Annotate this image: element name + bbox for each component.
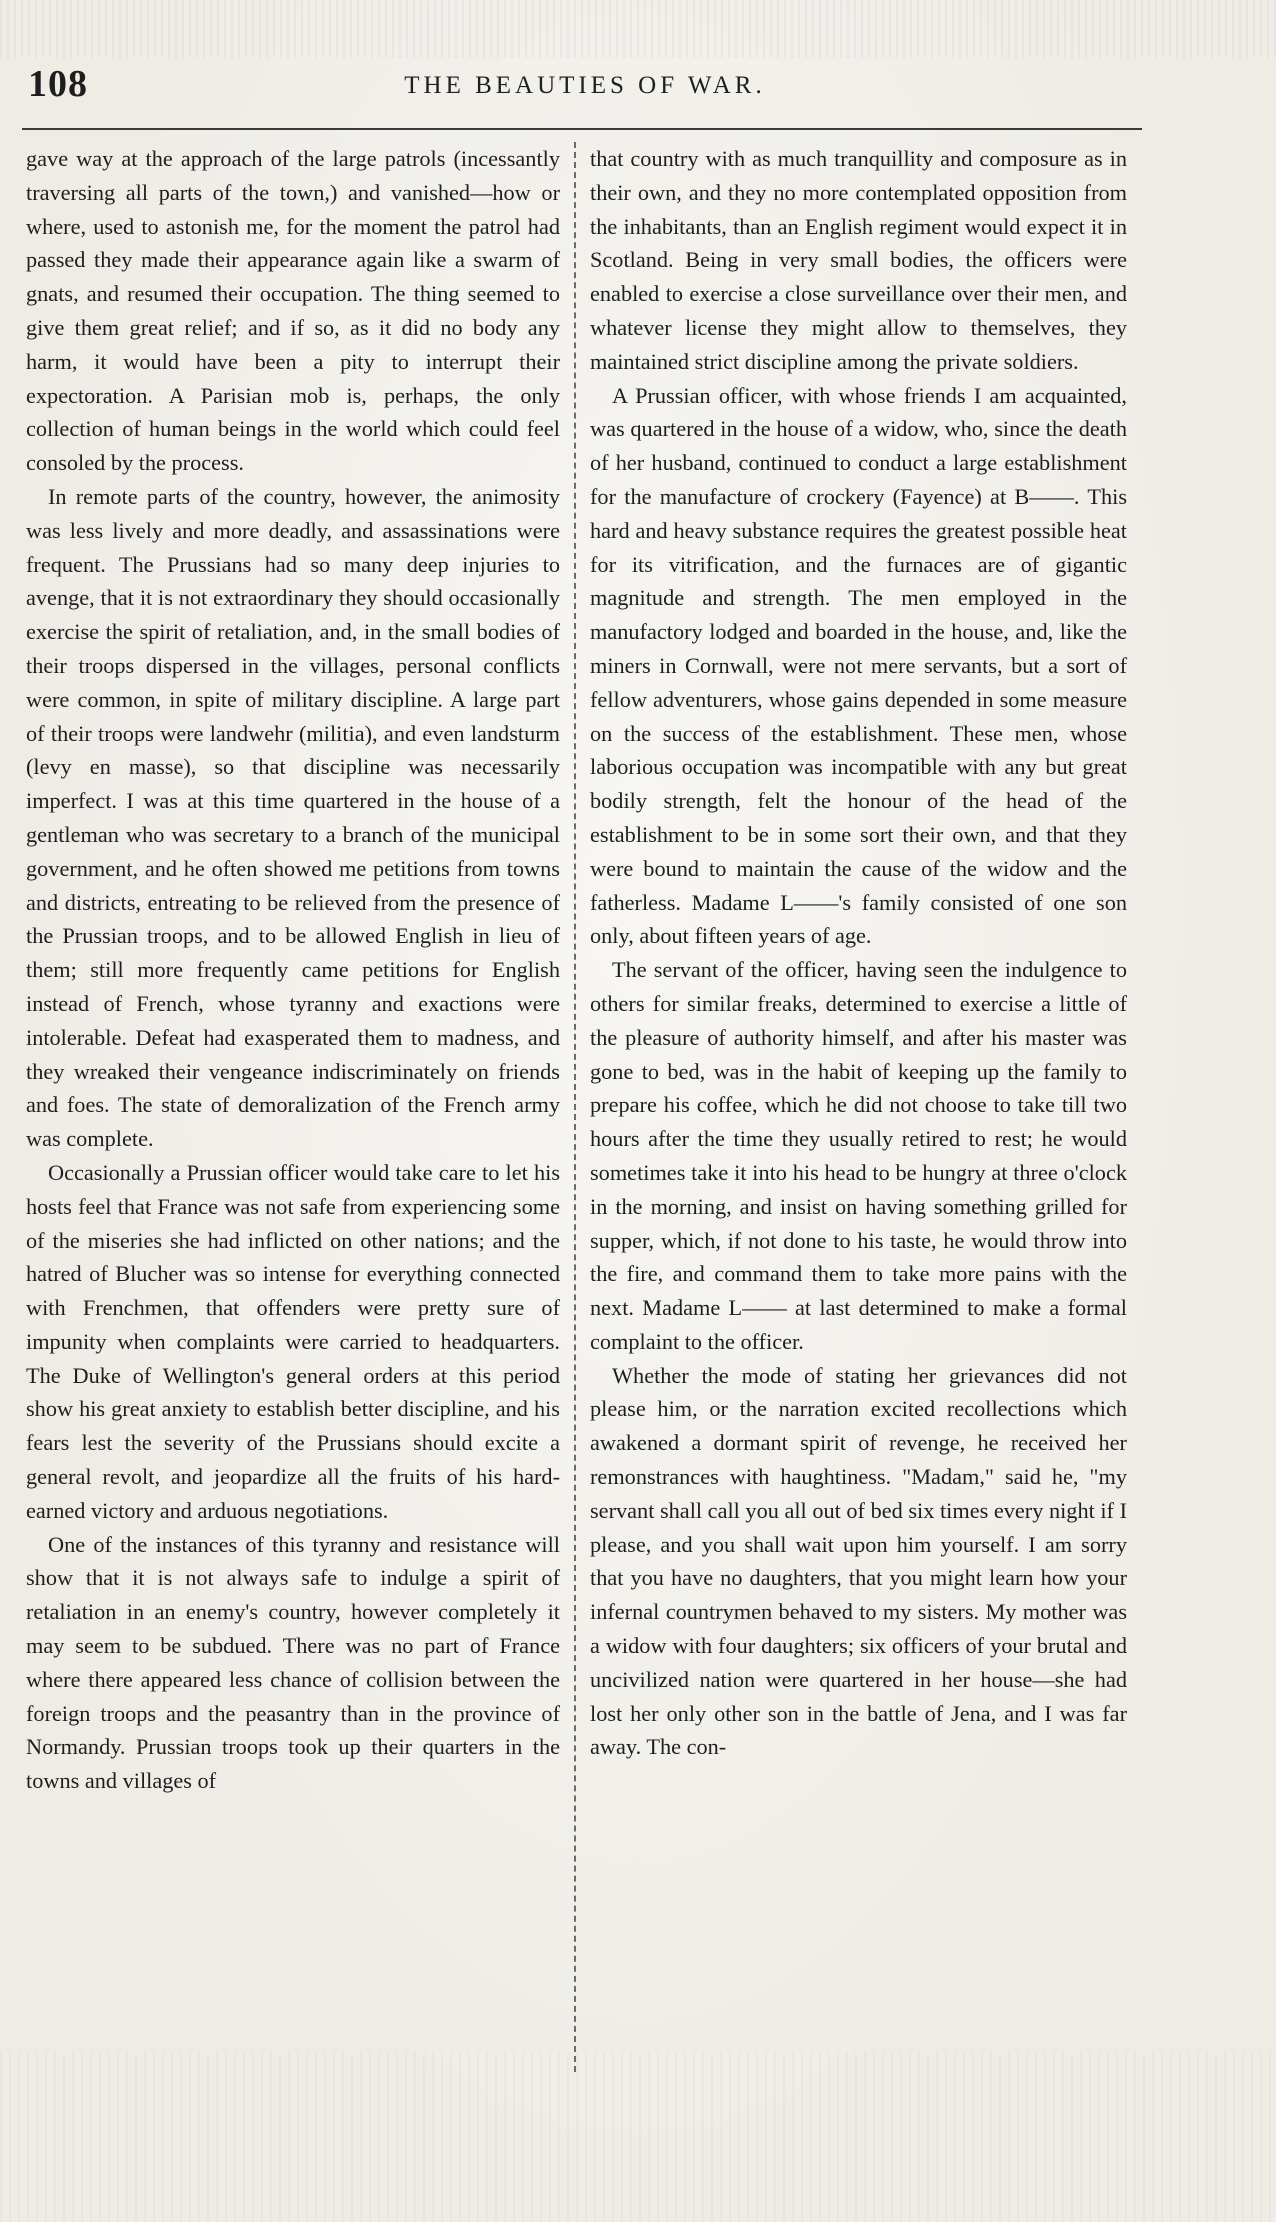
left-paragraph-1: gave way at the approach of the large patrols (incessantly traversing all parts of the town,) and vanished—how or where, used to astonish me, for the moment the patrol had passed they made their appearance again like a swarm of gnats, and resumed their occupation. The thing seemed to give them great relief; and if so, as it did no body any harm, it would have been a pity to interrupt their expectoration. A Parisian mob is, perhaps, the only collection of human beings in the world which could feel consoled by the process. xyxy=(26,146,560,476)
right-paragraph-1: that country with as much tranquillity and composure as in their own, and they no more contemplated opposition from the inhabitants, than an English regiment would expect it in Scotland. Being in very small bodies, the officers were enabled to exercise a close surveillance over their men, and whatever license they might allow to themselves, they maintained strict discipline among the private soldiers. xyxy=(590,146,1127,374)
page-number: 108 xyxy=(28,63,88,105)
left-column xyxy=(26,142,560,1798)
header-rule xyxy=(22,128,1142,130)
left-paragraph-2: In remote parts of the country, however, the animosity was less lively and more deadly, and assassinations were frequent. The Prussians had so many deep injuries to avenge, that it is not extraordinary they should occasionally exercise the spirit of retaliation, and, in the small bodies of their troops dispersed in the villages, personal conflicts were common, in spite of military discipline. A large part of their troops were landwehr (militia), and even landsturm (levy en masse), so that discipline was necessarily imperfect. I was at this time quartered in the house of a gentleman who was secretary to a branch of the municipal government, and he often showed me petitions from towns and districts, entreating to be relieved from the presence of the Prussian troops, and to be allowed English in lieu of them; still more frequently came petitions for English instead of French, whose tyranny and exactions were intolerable. Defeat had exasperated them to madness, and they wreaked their vengeance indiscriminately on friends and foes. The state of demoralization of the French army was complete. xyxy=(26,483,560,1152)
page-top-noise xyxy=(0,0,1276,58)
right-paragraph-3: The servant of the officer, having seen the indulgence to others for similar freaks, determined to exercise a little of the pleasure of authority himself, and after his master was gone to bed, was in the habit of keeping up the family to prepare his coffee, which he did not choose to take till two hours after the time they usually retired to rest; he would sometimes take it into his head to be hungry at three o'clock in the morning, and insist on having something grilled for supper, which, if not done to his taste, he would throw into the fire, and command them to take more pains with the next. Madame L—— at last determined to make a formal complaint to the officer. xyxy=(590,957,1127,1354)
page-header xyxy=(0,62,1276,122)
left-paragraph-4: One of the instances of this tyranny and resistance will show that it is not always safe to indulge a spirit of retaliation in an enemy's country, however completely it may seem to be subdued. There was no part of France where there appeared less chance of collision between the foreign troops and the peasantry than in the province of Normandy. Prussian troops took up their quarters in the towns and villages of xyxy=(26,1531,560,1794)
right-paragraph-4: Whether the mode of stating her grievances did not please him, or the narration excited recollections which awakened a dormant spirit of revenge, he received her remonstrances with haughtiness. "Madam," said he, "my servant shall call you all out of bed six times every night if I please, and you shall wait upon him yourself. I am sorry that you have no daughters, that you might learn how your infernal countrymen behaved to my sisters. My mother was a widow with four daughters; six officers of your brutal and uncivilized nation were quartered in her house—she had lost her only other son in the battle of Jena, and I was far away. The con- xyxy=(590,1362,1127,1760)
page-bottom-noise xyxy=(0,2052,1276,2222)
running-title: THE BEAUTIES OF WAR. xyxy=(404,72,766,99)
left-paragraph-3: Occasionally a Prussian officer would take care to let his hosts feel that France was not safe from experiencing some of the miseries she had inflicted on other nations; and the hatred of Blucher was so intense for everything connected with Frenchmen, that offenders were pretty sure of impunity when complaints were carried to headquarters. The Duke of Wellington's general orders at this period show his great anxiety to establish better discipline, and his fears lest the severity of the Prussians should excite a general revolt, and jeopardize all the fruits of his hard-earned victory and arduous negotiations. xyxy=(26,1159,560,1523)
column-divider xyxy=(574,142,576,2072)
right-column xyxy=(590,142,1127,1764)
right-paragraph-2: A Prussian officer, with whose friends I am acquainted, was quartered in the house of a widow, who, since the death of her husband, continued to conduct a large establishment for the manufacture of crockery (Fayence) at B——. This hard and heavy substance requires the greatest possible heat for its vitrification, and the furnaces are of gigantic magnitude and strength. The men employed in the manufactory lodged and boarded in the house, and, like the miners in Cornwall, were not mere servants, but a sort of fellow adventurers, whose gains depended in some measure on the success of the establishment. These men, whose laborious occupation was incompatible with any but great bodily strength, felt the honour of the head of the establishment to be in some sort their own, and that they were bound to maintain the cause of the widow and the fatherless. Madame L——'s family consisted of one son only, about fifteen years of age. xyxy=(590,382,1127,949)
